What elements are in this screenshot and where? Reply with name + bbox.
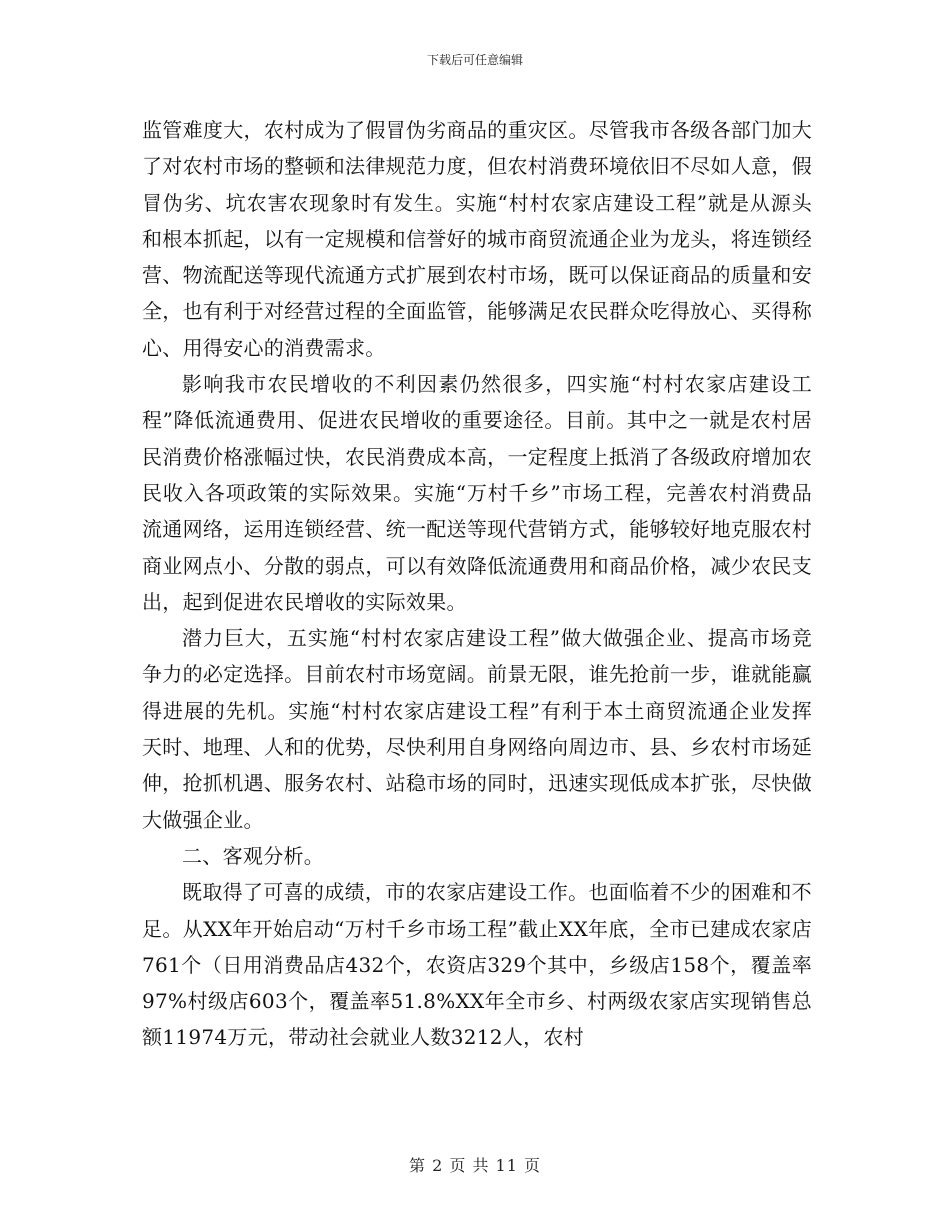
paragraph-2: 影响我市农民增收的不利因素仍然很多，四实施“村村农家店建设工程”降低流通费用、促进农民增收的重要途径。目前。其中之一就是农村居民消费价格涨幅过快，农民消费成本高，一定程度上抵消了各级政府增加农民收入各项政策的实际效果。实施“万村千乡”市场工程，完善农村消费品流通网络，运用连锁经营、统一配送等现代营销方式，能够较好地克服农村商业网点小、分散的弱点，可以有效降低流通费用和商品价格，减少农民支出，起到促进农民增收的实际效果。 — [142, 372, 812, 614]
page-footer — [0, 1156, 950, 1176]
section-heading: 二、客观分析。 — [182, 843, 325, 868]
document-body — [142, 112, 812, 1056]
paragraph-1: 监管难度大，农村成为了假冒伪劣商品的重灾区。尽管我市各级各部门加大了对农村市场的整顿和法律规范力度，但农村消费环境依旧不尽如人意，假冒伪劣、坑农害农现象时有发生。实施“村村农家店建设工程”就是从源头和根本抓起，以有一定规模和信誉好的城市商贸流通企业为龙头，将连锁经营、物流配送等现代流通方式扩展到农村市场，既可以保证商品的质量和安全，也有利于对经营过程的全面监管，能够满足农民群众吃得放心、买得称心、用得安心的消费需求。 — [142, 118, 812, 360]
footer-middle: 页 共 — [449, 1156, 490, 1175]
header-text: 下载后可任意编辑 — [426, 53, 523, 67]
paragraph-4: 既取得了可喜的成绩，市的农家店建设工作。也面临着不少的困难和不足。从XX年开始启动“万村千乡市场工程”截止XX年底，全市已建成农家店761个（日用消费品店432个，农资店329个其中，乡级店158个，覆盖率97%村级店603个，覆盖率51.8%XX年全市乡、村两级农家店实现销售总额11974万元，带动社会就业人数3212人，农村 — [142, 880, 812, 1050]
page-header — [0, 52, 950, 68]
paragraph-3: 潜力巨大，五实施“村村农家店建设工程”做大做强企业、提高市场竞争力的必定选择。目前农村市场宽阔。前景无限，谁先抢前一步，谁就能赢得进展的先机。实施“村村农家店建设工程”有利于本土商贸流通企业发挥天时、地理、人和的优势，尽快利用自身网络向周边市、县、乡农村市场延伸，抢抓机遇、服务农村、站稳市场的同时，迅速实现低成本扩张，尽快做大做强企业。 — [142, 626, 812, 832]
footer-suffix: 页 — [524, 1156, 542, 1175]
footer-total-pages: 11 — [495, 1156, 518, 1175]
footer-prefix: 第 — [408, 1156, 426, 1175]
footer-current-page: 2 — [432, 1156, 444, 1175]
